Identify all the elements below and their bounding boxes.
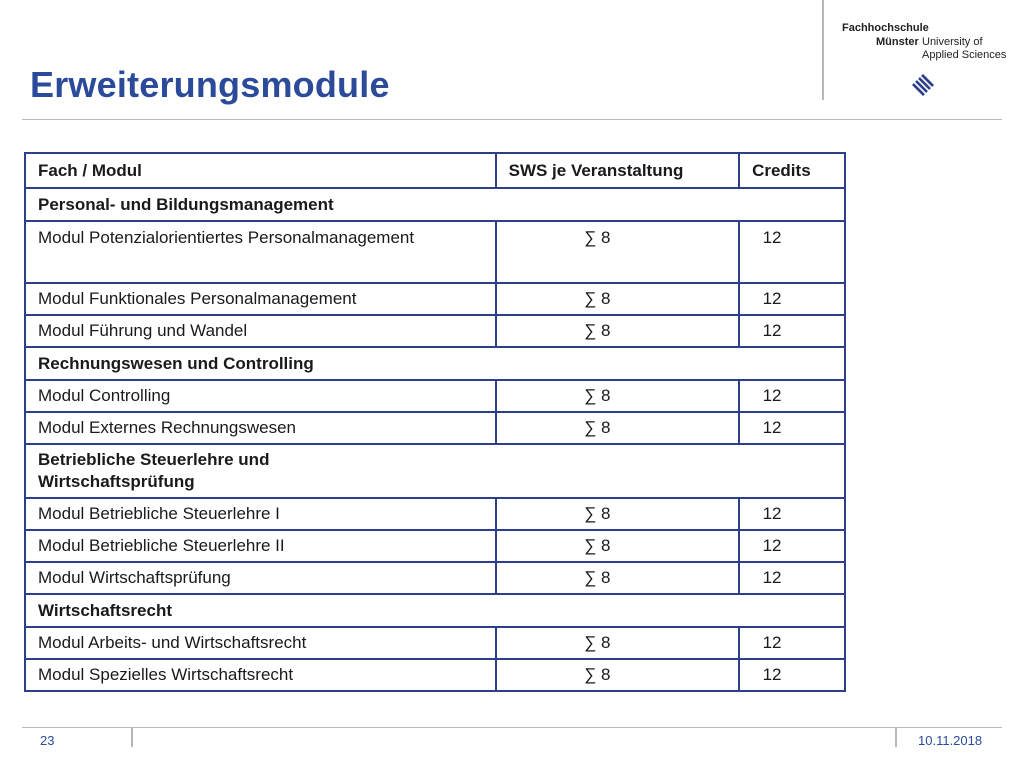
module-name: Modul Wirtschaftsprüfung <box>25 562 496 594</box>
table-row <box>25 283 845 315</box>
module-credits: 12 <box>739 627 845 659</box>
group-name: Wirtschaftsrecht <box>25 594 845 627</box>
fh-muenster-logo-icon <box>912 74 934 96</box>
module-sws: ∑ 8 <box>496 412 739 444</box>
group-name <box>25 444 845 498</box>
footer-separator-left <box>131 727 133 747</box>
module-name: Modul Externes Rechnungswesen <box>25 412 496 444</box>
module-sws: ∑ 8 <box>496 315 739 347</box>
module-name: Modul Spezielles Wirtschaftsrecht <box>25 659 496 691</box>
logo-line-1: Fachhochschule <box>842 22 929 34</box>
group-name-text: Betriebliche Steuerlehre und Wirtschaftsprüfung <box>38 450 270 491</box>
header-divider-vertical <box>822 0 824 100</box>
module-name: Modul Arbeits- und Wirtschaftsrecht <box>25 627 496 659</box>
table-group-row <box>25 444 845 498</box>
header-divider-horizontal <box>22 119 1002 120</box>
table-group-row <box>25 347 845 380</box>
column-header-sws: SWS je Veranstaltung <box>496 153 739 188</box>
module-credits: 12 <box>739 498 845 530</box>
module-name: Modul Betriebliche Steuerlehre I <box>25 498 496 530</box>
table-row <box>25 659 845 691</box>
university-logo <box>842 22 1012 112</box>
table-row <box>25 315 845 347</box>
table-group-row <box>25 188 845 221</box>
module-name: Modul Betriebliche Steuerlehre II <box>25 530 496 562</box>
logo-line-2-left: Münster <box>876 36 919 48</box>
module-credits: 12 <box>739 530 845 562</box>
table-row <box>25 530 845 562</box>
module-credits: 12 <box>739 315 845 347</box>
table-row <box>25 221 845 283</box>
module-credits: 12 <box>739 562 845 594</box>
module-name: Modul Führung und Wandel <box>25 315 496 347</box>
footer-divider <box>22 727 1002 728</box>
module-sws: ∑ 8 <box>496 221 739 283</box>
module-name: Modul Controlling <box>25 380 496 412</box>
table-row <box>25 562 845 594</box>
module-credits: 12 <box>739 221 845 283</box>
module-sws: ∑ 8 <box>496 562 739 594</box>
logo-line-2-right: University of <box>922 36 983 48</box>
module-name: Modul Funktionales Personalmanagement <box>25 283 496 315</box>
page-number: 23 <box>40 733 55 748</box>
table-row <box>25 380 845 412</box>
group-name: Rechnungswesen und Controlling <box>25 347 845 380</box>
group-name: Personal- und Bildungsmanagement <box>25 188 845 221</box>
module-sws: ∑ 8 <box>496 380 739 412</box>
module-sws: ∑ 8 <box>496 283 739 315</box>
modules-table <box>24 152 846 692</box>
slide-date: 10.11.2018 <box>918 733 983 748</box>
column-header-credits: Credits <box>739 153 845 188</box>
table-header-row <box>25 153 845 188</box>
table-group-row <box>25 594 845 627</box>
page-title: Erweiterungsmodule <box>30 64 390 105</box>
module-name: Modul Potenzialorientiertes Personalmanagement <box>25 221 496 283</box>
module-credits: 12 <box>739 659 845 691</box>
module-sws: ∑ 8 <box>496 498 739 530</box>
module-sws: ∑ 8 <box>496 659 739 691</box>
module-sws: ∑ 8 <box>496 627 739 659</box>
module-credits: 12 <box>739 283 845 315</box>
module-credits: 12 <box>739 412 845 444</box>
logo-line-3: Applied Sciences <box>922 49 1007 61</box>
module-sws: ∑ 8 <box>496 530 739 562</box>
table-row <box>25 412 845 444</box>
column-header-module: Fach / Modul <box>25 153 496 188</box>
module-credits: 12 <box>739 380 845 412</box>
table-row <box>25 627 845 659</box>
table-row <box>25 498 845 530</box>
footer-separator-right <box>895 727 897 747</box>
